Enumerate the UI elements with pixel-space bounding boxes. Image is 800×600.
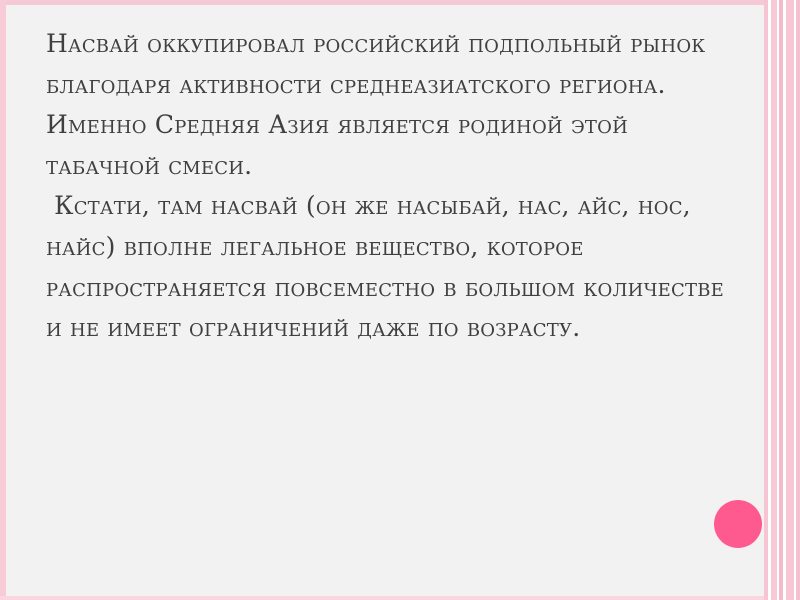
bottom-border: [0, 596, 800, 600]
left-border: [0, 0, 6, 600]
paragraph-3: Кстати, там насвай (он же насыбай, нас, айс, нос, найс) вполне легальное вещество, которое распространяется повсеместно в большом количестве и не имеет ограничений даже по возрасту.: [46, 191, 733, 343]
slide-body-text: [46, 24, 746, 349]
stripe: [786, 0, 794, 600]
stripe: [796, 0, 800, 600]
decorative-circle: [714, 500, 762, 548]
paragraph-2: Именно Средняя Азия является родиной этой табачной смеси.: [46, 110, 628, 180]
paragraph-1: Насвай оккупировал российский подпольный рынок благодаря активности среднеазиатского региона.: [46, 29, 706, 99]
top-border: [0, 0, 800, 5]
right-stripe-border: [764, 0, 800, 600]
